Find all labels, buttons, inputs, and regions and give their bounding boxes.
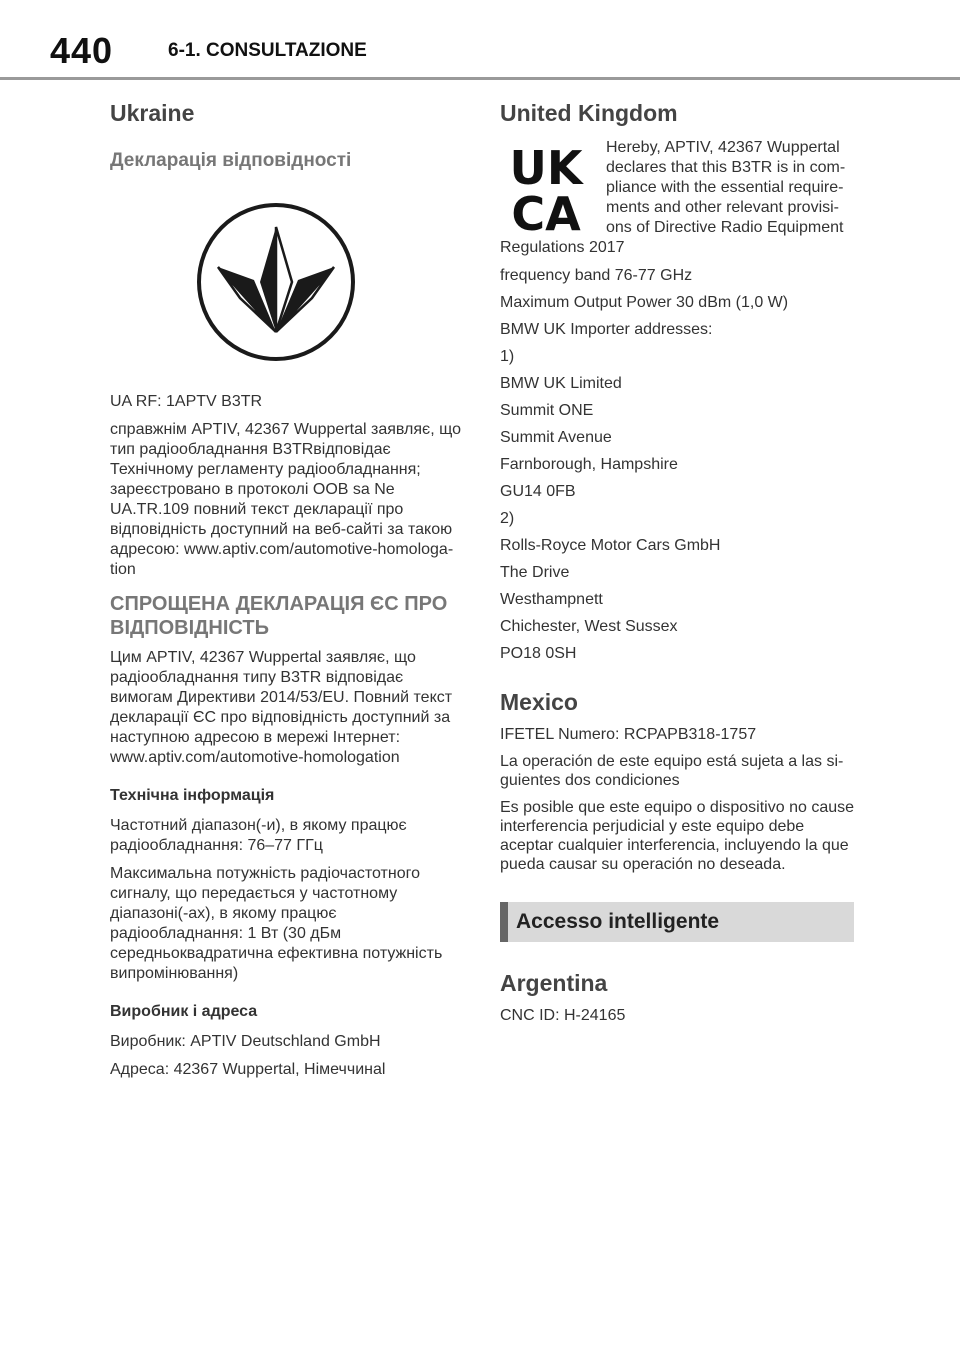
uk-line: 2) [500, 510, 515, 527]
page-number: 440 [50, 30, 114, 71]
uk-line: The Drive [500, 564, 570, 581]
ukca-logo-bottom: CA [511, 187, 581, 232]
ua-conformity-mark-icon [196, 202, 356, 362]
uk-line: Rolls-Royce Motor Cars GmbH [500, 537, 721, 554]
uk-line: BMW UK Limited [500, 375, 622, 392]
ua-declaration-text: справжнім APTIV, 42367 Wuppertal заявляє, що тип радіообладнання B3TRвідповідає Технічному регламенту радіообладнання; зареєстровано в протоколі OOB sa Ne UA.TR.109 повний текст декларації про відповідність доступний на веб-сайті за такою адресою: www.aptiv.com/automotive-homologa-tion [110, 421, 461, 578]
header-divider [0, 77, 960, 80]
uk-line: frequency band 76-77 GHz [500, 267, 693, 284]
mexico-para-1: La operación de este equipo está sujeta a las si-guientes dos condiciones [500, 753, 844, 789]
uk-intro-text: Hereby, APTIV, 42367 Wuppertal declares that this B3TR is in com-pliance with the essential require-ments and other relevant provisi-ons of Directive Radio Equipment [606, 139, 846, 236]
banner-title: Accesso intelligente [516, 910, 720, 933]
uk-line: 1) [500, 348, 515, 365]
uk-intro-continued: Regulations 2017 [500, 239, 625, 256]
left-column [110, 98, 462, 1088]
uk-line: BMW UK Importer addresses: [500, 321, 713, 338]
uk-line: Westhampnett [500, 591, 603, 608]
simplified-declaration-text: Цим APTIV, 42367 Wuppertal заявляє, що радіообладнання типу B3TR відповідає вимогам Директиви 2014/53/EU. Повний текст декларації ЄС про відповідність доступний за наступною адресою в мережі Інтернет: www.aptiv.com/automotive-homologation [110, 649, 453, 766]
tech-frequency-text: Частотний діапазон(-и), в якому працює радіообладнання: 76–77 ГГц [110, 817, 407, 854]
simplified-declaration-heading: СПРОЩЕНА ДЕКЛАРАЦІЯ ЄС ПРО ВІДПОВІДНІСТЬ [110, 593, 448, 639]
section-title: 6-1. CONSULTAZIONE [168, 40, 367, 61]
uk-line: Summit Avenue [500, 429, 612, 446]
mexico-ifetel: IFETEL Numero: RCPAPB318-1757 [500, 726, 757, 743]
right-column [500, 98, 854, 1033]
mexico-para-2: Es posible que este equipo o dispositivo no cause interferencia perjudicial y este equipo debe aceptar cualquier interferencia, incluyendo la que pueda causar su operación no deseada. [500, 799, 855, 873]
ukraine-subheading: Декларація відповідності [110, 150, 352, 171]
tech-power-text: Максимальна потужність радіочастотного сигналу, що передається у частотному діапазоні(-ах), в якому працює радіообладнання: 1 Вт (30 дБм середньоквадратична ефективна потужність випромінювання) [110, 865, 443, 982]
manufacturer-heading: Виробник і адреса [110, 1003, 258, 1020]
ukca-block [500, 138, 854, 238]
uk-line: Chichester, West Sussex [500, 618, 678, 635]
uk-line: Summit ONE [500, 402, 594, 419]
uk-line: Farnborough, Hampshire [500, 456, 678, 473]
tech-info-heading: Технічна інформація [110, 787, 275, 804]
mexico-heading: Mexico [500, 689, 578, 715]
uk-line: GU14 0FB [500, 483, 576, 500]
ua-rf-label: UA RF: 1APTV B3TR [110, 393, 263, 410]
argentina-heading: Argentina [500, 970, 608, 996]
ukca-mark-icon [500, 140, 592, 232]
accesso-intelligente-banner [500, 902, 854, 942]
uk-heading: United Kingdom [500, 100, 678, 126]
uk-line: PO18 0SH [500, 645, 577, 662]
uk-line: Maximum Output Power 30 dBm (1,0 W) [500, 294, 789, 311]
address-text: Адреса: 42367 Wuppertal, Німеччинal [110, 1061, 386, 1078]
manufacturer-text: Виробник: APTIV Deutschland GmbH [110, 1033, 381, 1050]
page-header [0, 0, 960, 80]
argentina-cnc: CNC ID: H-24165 [500, 1007, 626, 1024]
ukraine-heading: Ukraine [110, 100, 195, 126]
ukca-logo-top: UK [509, 141, 583, 195]
